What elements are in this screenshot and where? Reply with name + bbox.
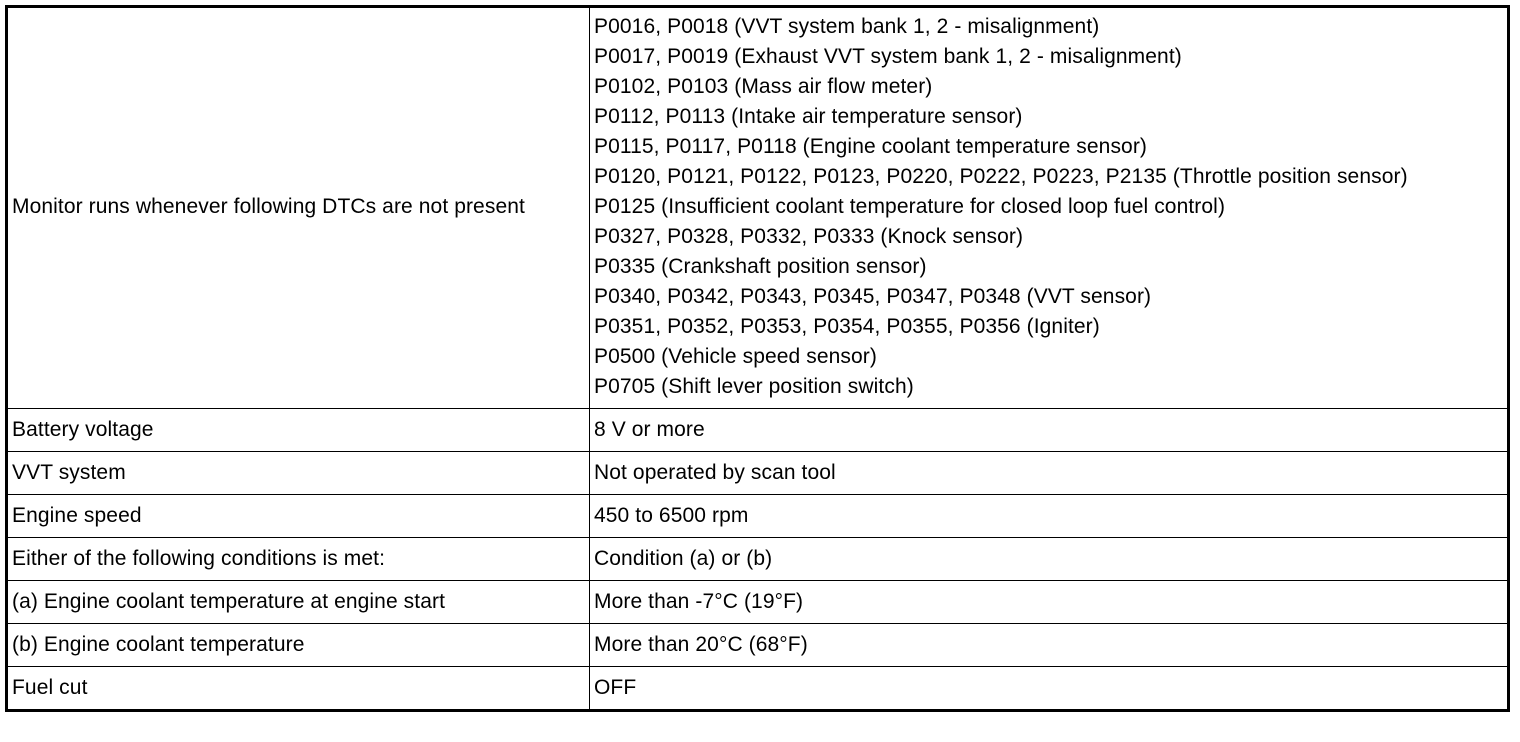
dtc-line: P0017, P0019 (Exhaust VVT system bank 1, 2 - misalignment) [594,45,1182,68]
dtc-list [590,7,1509,409]
monitor-conditions-table [5,5,1510,712]
table-row [7,538,1509,581]
dtc-line: P0115, P0117, P0118 (Engine coolant temperature sensor) [594,135,1148,158]
dtc-line: P0120, P0121, P0122, P0123, P0220, P0222, P0223, P2135 (Throttle position sensor) [594,165,1408,188]
table-row [7,409,1509,452]
dtc-line: P0112, P0113 (Intake air temperature sensor) [594,105,1023,128]
dtc-line: P0351, P0352, P0353, P0354, P0355, P0356 (Igniter) [594,315,1100,338]
condition-value: More than -7°C (19°F) [590,581,1509,624]
dtc-line: P0335 (Crankshaft position sensor) [594,255,927,278]
condition-label: Monitor runs whenever following DTCs are not present [7,7,590,409]
dtc-line: P0327, P0328, P0332, P0333 (Knock sensor) [594,225,1024,248]
table-row [7,495,1509,538]
table-row [7,624,1509,667]
condition-label: Engine speed [7,495,590,538]
condition-label: Fuel cut [7,667,590,711]
condition-label: Battery voltage [7,409,590,452]
dtc-line: P0705 (Shift lever position switch) [594,375,914,398]
condition-value: Not operated by scan tool [590,452,1509,495]
condition-value: OFF [590,667,1509,711]
dtc-line: P0016, P0018 (VVT system bank 1, 2 - misalignment) [594,15,1100,38]
table-row [7,581,1509,624]
condition-label: (a) Engine coolant temperature at engine start [7,581,590,624]
condition-label: Either of the following conditions is met: [7,538,590,581]
dtc-line: P0500 (Vehicle speed sensor) [594,345,877,368]
table-row [7,7,1509,409]
condition-label: VVT system [7,452,590,495]
condition-value: Condition (a) or (b) [590,538,1509,581]
condition-value: 450 to 6500 rpm [590,495,1509,538]
condition-label: (b) Engine coolant temperature [7,624,590,667]
condition-value: More than 20°C (68°F) [590,624,1509,667]
table-row [7,452,1509,495]
condition-value: 8 V or more [590,409,1509,452]
dtc-line: P0102, P0103 (Mass air flow meter) [594,75,933,98]
dtc-line: P0340, P0342, P0343, P0345, P0347, P0348 (VVT sensor) [594,285,1152,308]
dtc-line: P0125 (Insufficient coolant temperature for closed loop fuel control) [594,195,1226,218]
table-row [7,667,1509,711]
